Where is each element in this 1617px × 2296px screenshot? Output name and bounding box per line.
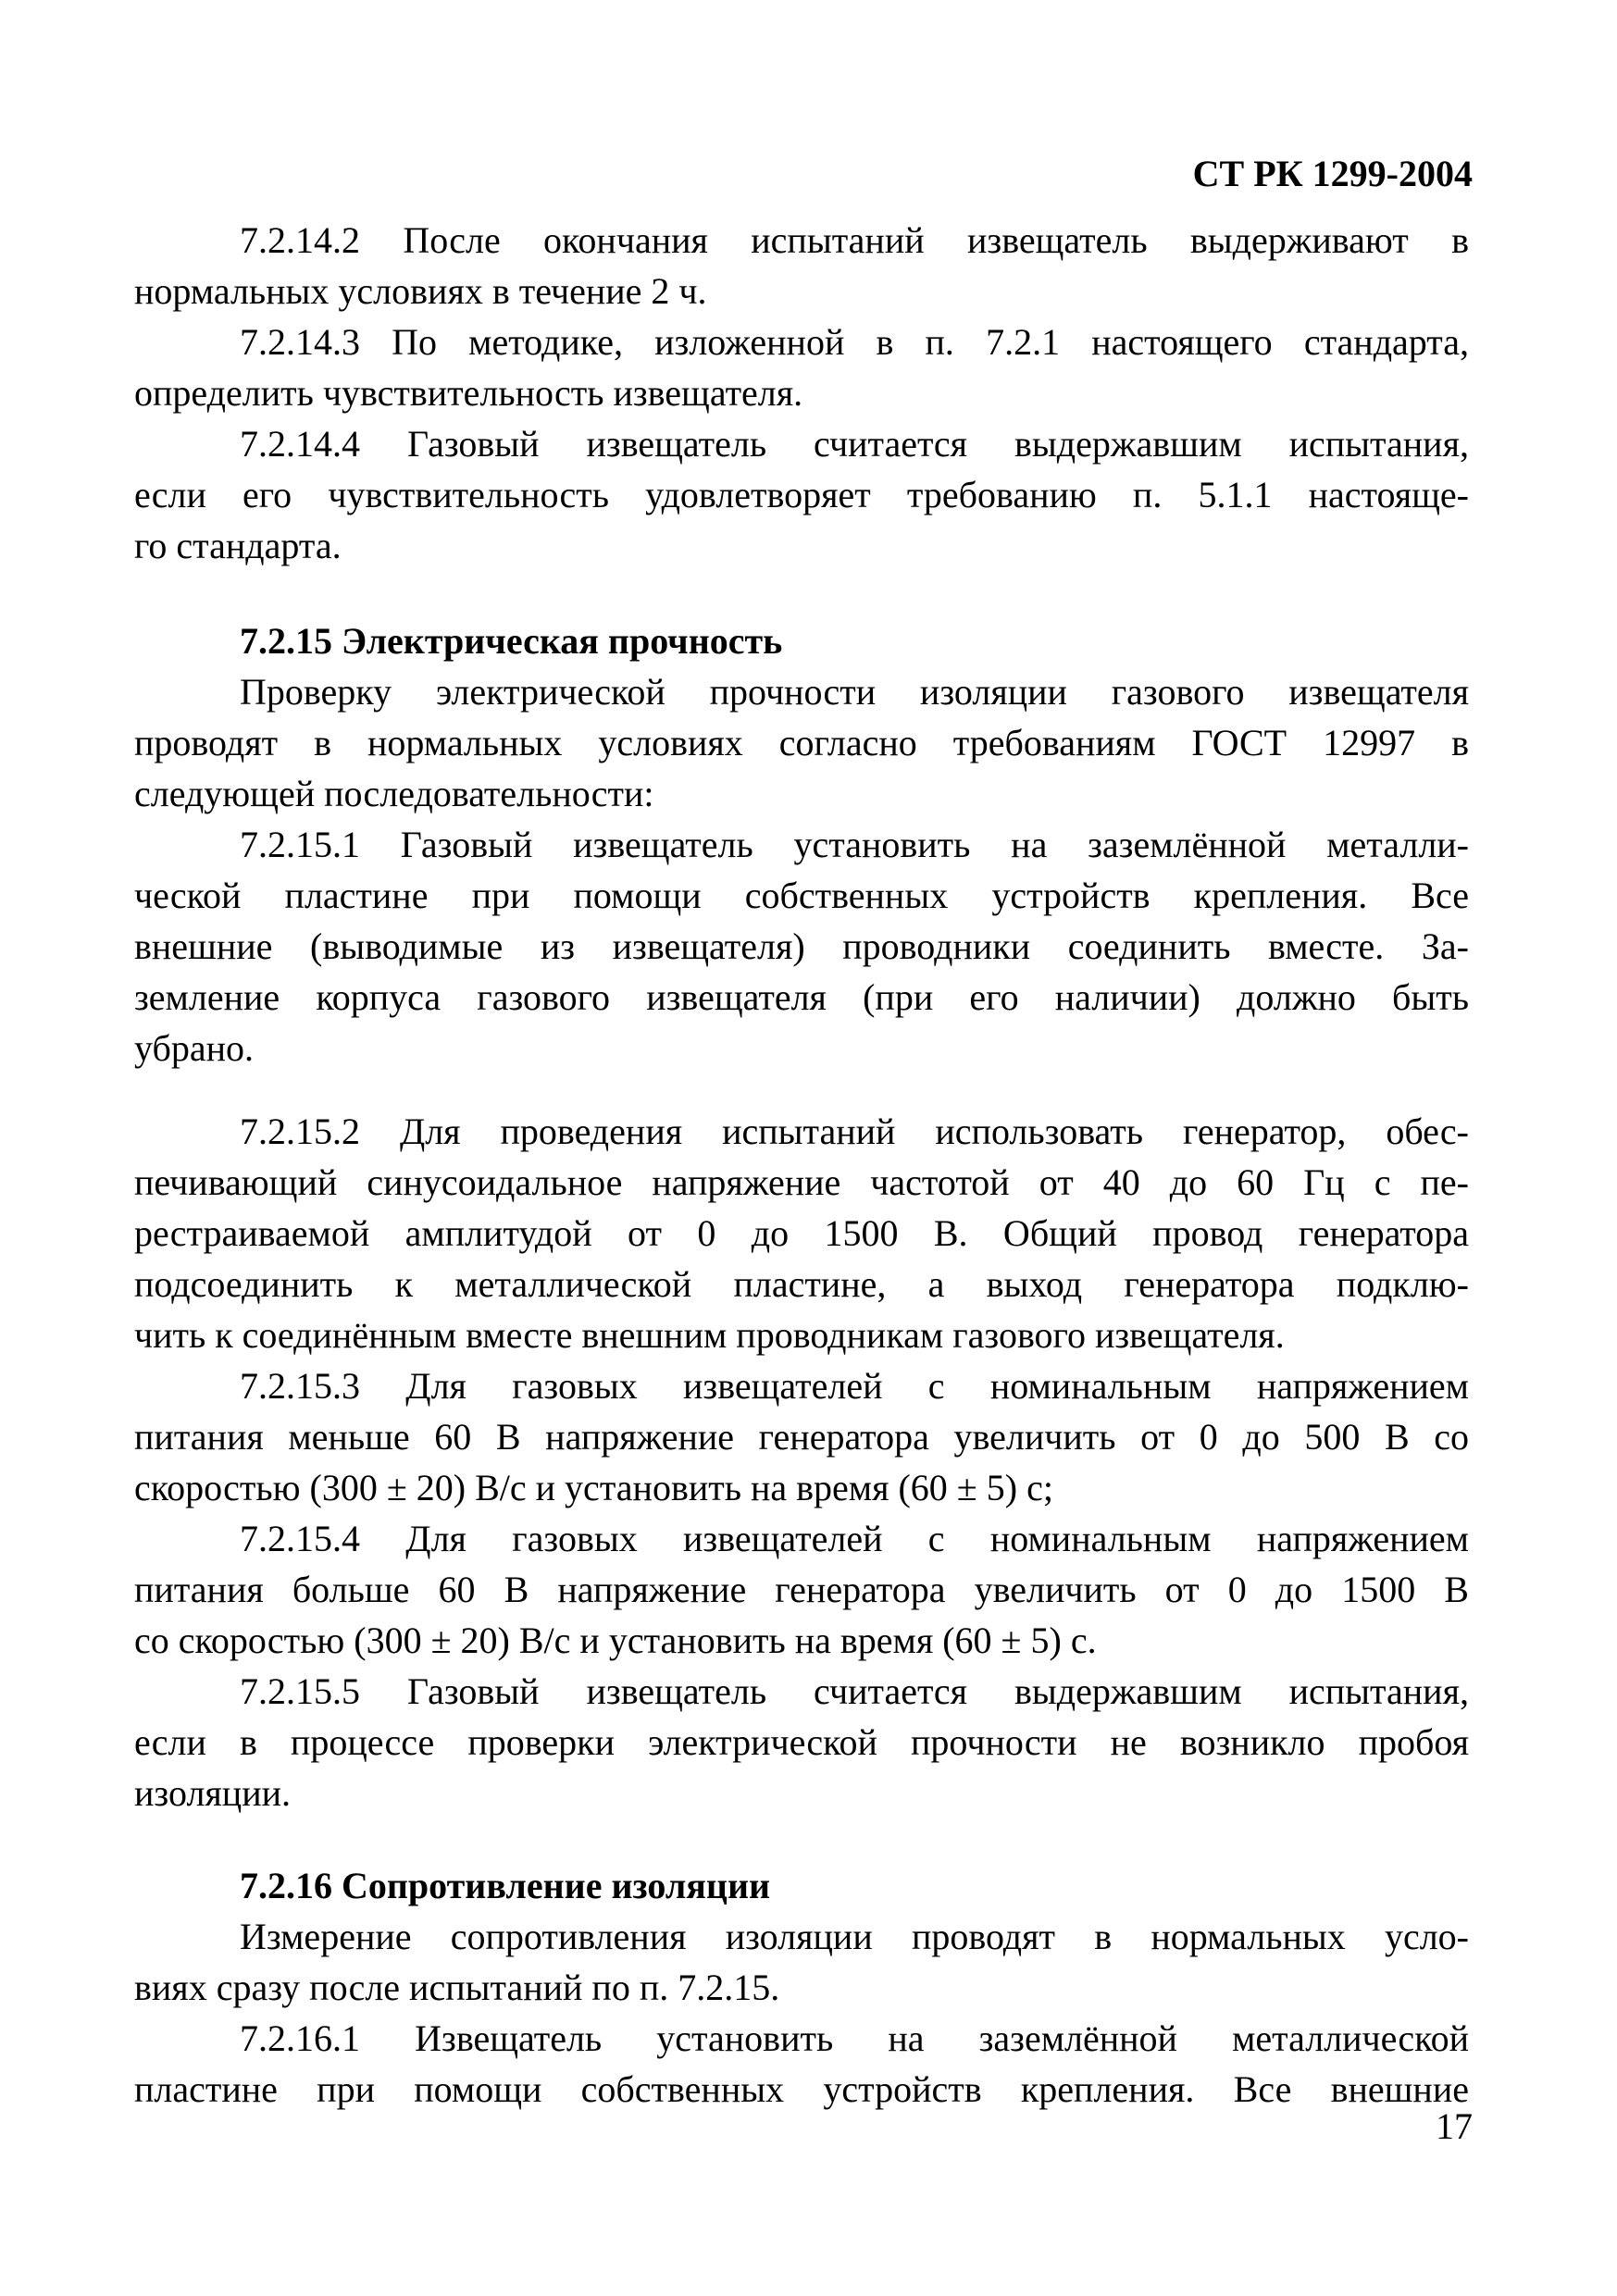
text-line: пластине при помощи собственных устройств крепления. Все внешние — [134, 2068, 1469, 2110]
text-line: изоляции. — [134, 1772, 292, 1814]
text-line: если в процессе проверки электрической прочности не возникло пробоя — [134, 1721, 1469, 1763]
text-line: 7.2.14.2 После окончания испытаний извещатель выдерживают в — [240, 219, 1469, 261]
text-line: следующей последовательности: — [134, 773, 654, 814]
section-heading: 7.2.16 Сопротивление изоляции — [240, 1865, 771, 1906]
text-line: питания меньше 60 В напряжение генератора увеличить от 0 до 500 В со — [134, 1416, 1469, 1458]
text-line: 7.2.15.5 Газовый извещатель считается выдержавшим испытания, — [240, 1670, 1469, 1712]
text-line: 7.2.14.4 Газовый извещатель считается выдержавшим испытания, — [240, 423, 1469, 465]
text-line: проводят в нормальных условиях согласно требованиям ГОСТ 12997 в — [134, 722, 1469, 763]
text-line: нормальных условиях в течение 2 ч. — [134, 270, 707, 312]
text-line: скоростью (300 ± 20) В/с и установить на время (60 ± 5) с; — [134, 1467, 1053, 1508]
text-line: 7.2.15.2 Для проведения испытаний использовать генератор, обес- — [240, 1111, 1469, 1152]
text-line: 7.2.14.3 По методике, изложенной в п. 7.2.1 настоящего стандарта, — [240, 321, 1469, 363]
text-line: Измерение сопротивления изоляции проводят в нормальных усло- — [240, 1916, 1469, 1957]
text-line: со скоростью (300 ± 20) В/с и установить на время (60 ± 5) с. — [134, 1620, 1097, 1661]
text-line: печивающий синусоидальное напряжение частотой от 40 до 60 Гц с пе- — [134, 1161, 1469, 1203]
text-line: 7.2.16.1 Извещатель установить на заземлённой металлической — [240, 2017, 1469, 2059]
text-line: го стандарта. — [134, 525, 342, 566]
text-line: внешние (выводимые из извещателя) проводники соединить вместе. За- — [134, 925, 1469, 967]
text-line: определить чувствительность извещателя. — [134, 372, 803, 414]
text-line: Проверку электрической прочности изоляции газового извещателя — [240, 671, 1469, 713]
text-line: 7.2.15.4 Для газовых извещателей с номинальным напряжением — [240, 1518, 1469, 1559]
text-line: 7.2.15.1 Газовый извещатель установить на заземлённой металли- — [240, 824, 1469, 865]
text-line: рестраиваемой амплитудой от 0 до 1500 В. Общий провод генератора — [134, 1212, 1469, 1254]
text-line: если его чувствительность удовлетворяет требованию п. 5.1.1 настояще- — [134, 474, 1469, 515]
text-line: земление корпуса газового извещателя (при его наличии) должно быть — [134, 976, 1469, 1018]
page-number: 17 — [1436, 2105, 1473, 2147]
text-line: виях сразу после испытаний по п. 7.2.15. — [134, 1967, 780, 2008]
text-line: подсоединить к металлической пластине, а выход генератора подклю- — [134, 1263, 1469, 1305]
document-code: СТ РК 1299-2004 — [1192, 153, 1473, 194]
section-heading: 7.2.15 Электрическая прочность — [240, 620, 783, 662]
text-line: чить к соединённым вместе внешним проводникам газового извещателя. — [134, 1314, 1285, 1356]
text-line: убрано. — [134, 1027, 254, 1069]
text-line: питания больше 60 В напряжение генератора увеличить от 0 до 1500 В — [134, 1569, 1469, 1610]
text-line: 7.2.15.3 Для газовых извещателей с номинальным напряжением — [240, 1365, 1469, 1407]
text-line: ческой пластине при помощи собственных устройств крепления. Все — [134, 875, 1469, 916]
